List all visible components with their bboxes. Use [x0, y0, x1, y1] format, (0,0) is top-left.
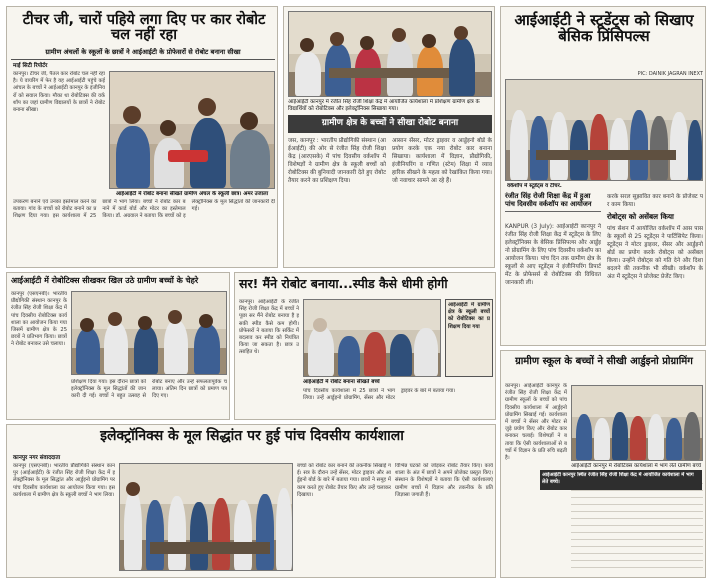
clip7-body-right: विभिन्न घटकों को जोड़कर रोबोट तैयार किए। कार्यशाला के अंत में छात्रों ने अपने प्रोजेक्ट प्रस्तुत किए। संस्थान के विशेषज्ञों ने बताया कि ऐसी कार्यशालाएं ग्रामीण बच्चों में विज्ञान और तकनीक के प्रति जिज्ञासा जगाती हैं।	[395, 463, 493, 498]
clip1-subhead: ग्रामीण अंचलों के स्कूलों के छात्रों ने आईआईटी के प्रोफेसरों से रोबोट बनाना सीखा	[11, 49, 275, 60]
clip-robot-speed	[234, 272, 496, 420]
clip2-body-b: आसान सेंसर, मोटर ड्राइवर व आर्डुइनो बोर्ड के प्रयोग करके एक नया रोबोट कार बनाना सिखाया। कार्यशाला में विज्ञान, प्रौद्योगिकी, इंजीनियरिंग व गणित (स्टेम) शिक्षा में व्यावहारिक सीखने के महत्व को रेखांकित किया गया। जो नवाचार सामने आ रहे हैं।	[392, 138, 492, 184]
clip-robot-car	[6, 6, 278, 268]
clip5-photo	[303, 299, 441, 377]
clip5-side-box	[445, 299, 493, 377]
clip1-byline: माई सिटी रिपोर्टर	[13, 63, 48, 69]
clip-arduino-programming	[500, 350, 706, 578]
clip1-photo	[109, 71, 275, 189]
clip1-headline: टीचर जी, चारों पहिये लगा दिए पर कार रोबोट चल नहीं रहा	[22, 12, 266, 44]
clip-rural-faces	[6, 272, 230, 420]
clip-electronics-workshop	[6, 424, 496, 578]
clip6-photo	[571, 385, 703, 461]
clip5-headline: सर! मैंने रोबोट बनाया...स्पीड कैसे धीमी होगी	[239, 276, 448, 291]
clip3-col-right-title: रोबोट्स को असेंबल किया	[607, 212, 674, 221]
clip2-headline-bar	[288, 115, 492, 133]
clip7-photo-caption-box	[540, 470, 702, 490]
clip7-headline: इलेक्ट्रॉनिक्स के मूल सिद्धांत पर हुई पांच दिवसीय कार्यशाला	[100, 428, 404, 444]
clip1-body-cols: उपकरण बनाने एवं उनका इस्तेमाल करने का बताया। गांव के बच्चों को रोबोट बनाने का प्रशिक्षण दिया गया। इस कार्यशाला में 25 छात्रों ने भाग लिया। बच्चों ने रोबोट कार बनाने में कार्ड बोर्ड और मोटर का इस्तेमाल किया। डॉ. अग्रवाल ने बताया कि बच्चों को इलेक्ट्रॉनिक्स के मूल सिद्धांतों की जानकारी दी गई।	[13, 199, 275, 220]
clip7-photo	[119, 463, 293, 571]
clip3-photo	[505, 79, 703, 181]
clip5-photo-caption: आईआईटी में रोबोट बनाना सीखते बच्चे	[303, 379, 380, 385]
clip6-body: कानपुर। आईआईटी कानपुर के रंजीत सिंह रोजी शिक्षा केंद्र में ग्रामीण स्कूलों के बच्चों को पांच दिवसीय कार्यशाला में आर्डुइनो प्रोग्रामिंग सिखाई गई। कार्यशाला में बच्चों ने सेंसर और मोटर से जुड़े प्रयोग किए और रोबोट कार बनाकर चलाई। विशेषज्ञों ने बताया कि ऐसी कार्यशालाओं से बच्चों में विज्ञान के प्रति रुचि बढ़ती है।	[505, 383, 567, 462]
clip6-headline: ग्रामीण स्कूल के बच्चों ने सीखी आर्डुइनो प्रोग्रामिंग	[515, 356, 693, 367]
clip4-photo	[71, 291, 227, 375]
clip2-photo	[288, 11, 492, 97]
clip-rural-children-robot	[283, 6, 495, 268]
clip3-col-right-top: करके सरल सुझावित कार बनाने के प्रोजेक्ट पर काम किया।	[607, 194, 703, 208]
clip3-credit: PIC: DAINIK JAGRAN INEXT	[637, 71, 703, 77]
clip7-byline: कानपुर नगर संवाददाता	[13, 455, 61, 461]
clip7-body-left: कानपुर (एसएनबी)। भारतीय प्रौद्योगिकी संस्थान कानपुर (आईआईटी) के रंजीत सिंह रोजी शिक्षा केंद्र में इलेक्ट्रॉनिक्स के मूल सिद्धांत और आर्डुइनो प्रोग्रामिंग पर पांच दिवसीय कार्यशाला का आयोजन किया गया। इस कार्यशाला में ग्रामीण क्षेत्र के स्कूली बच्चों ने भाग लिया।	[13, 463, 115, 498]
clip2-headline: ग्रामीण क्षेत्र के बच्चों ने सीखा रोबोट बनाना	[321, 118, 459, 128]
clip5-body-left: कानपुर। आईआईटी के रंजीत सिंह रोजी शिक्षा केंद्र में बच्चों ने पूछा सर मैंने रोबोट बनाया है इसकी स्पीड कैसे कम होगी। प्रोफेसरों ने बताया कि सर्किट में बदलाव कर स्पीड को नियंत्रित किया जा सकता है। छात्र उत्साहित थे।	[239, 299, 299, 356]
clip3-headline: आईआईटी ने स्टूडेंट्स को सिखाए बेसिक प्रिंसिपल्स	[514, 11, 694, 45]
clip5-side-text: आईआईटी में ग्रामीण क्षेत्र के स्कूली बच्चों को रोबोटिक्स का प्रशिक्षण दिया गया	[448, 302, 490, 330]
clip1-caption: आईआईटी में रोबोट बनाना सीखते ग्रामीण अंचल के स्कूली छात्र। अमर उजाला	[115, 191, 269, 197]
clip4-body-right: प्रशिक्षण दिया गया। इस दौरान छात्रों को इलेक्ट्रॉनिक्स के मूल सिद्धांतों की जानकारी दी गई। बच्चों ने बहुत उत्साह से रोबोट बनाए और उन्हें सफलतापूर्वक चलाया। अंतिम दिन छात्रों को प्रमाण पत्र दिए गए।	[71, 379, 227, 400]
clip4-headline: आईआईटी में रोबोटिक्स सीखकर खिल उठे ग्रामीण बच्चों के चेहरे	[11, 276, 199, 285]
clip2-body-a: जस, कानपुर : भारतीय प्रौद्योगिकी संस्थान (आईआईटी) की ओर से रंजीत सिंह रोजी शिक्षा केंद्र (आरएसके) में पांच दिवसीय वर्कशॉप में विशेषज्ञों ने ग्रामीण क्षेत्र के स्कूली बच्चों को रोबोटिक्स की बुनियादी जानकारी देते हुए रोबोट तैयार करने का प्रशिक्षण दिया।	[288, 138, 386, 184]
clip1-body-left: कानपुर। टीचर जी, पैंतल कार रोबोट चल नहीं रहा है। ये वायरिंग में फेर है यह आईआईटी पहुंचे कई आंचल के बच्चों ने आईआईटी कानपुर के इंजीनियरों को सवाल किया। मौका था रोबोटिक्स की वर्कशॉप का जहां ग्रामीण विद्यालयों के छात्रों ने रोबोट बनाना सीखा।	[13, 71, 105, 114]
clip3-col-left-title: रंजीत सिंह रोजी शिक्षा केंद्र में हुआ पांच दिवसीय वर्कशॉप का आयोजन	[505, 193, 601, 212]
clip5-body-bottom: पांच दिवसीय कार्यशाला में 25 छात्रों ने भाग लिया। उन्हें आर्डुइनो प्रोग्रामिंग, सेंसर और मोटर ड्राइवर के बारे में बताया गया।	[303, 388, 456, 402]
clip3-caption-left: वर्कशॉप में स्टूडेंट्स व टीचर.	[507, 183, 562, 189]
clip3-col-right-body: पांच सेशन में आयोजित वर्कशॉप में आस पास के स्कूलों से 25 स्टूडेंट्स ने पार्टिसिपेट किया। स्टूडेंट्स ने मोटर ड्राइवर, सेंसर और आर्डुइनो बोर्ड का प्रयोग करके रोबोट्स को असेंबल किया। उन्होंने रोबोट्स को गति देने और दिशा बदलने की तकनीक भी सीखी। वर्कशॉप के अंत में स्टूडेंट्स ने प्रोजेक्ट प्रेजेंट किए।	[607, 226, 703, 280]
clip6-extra-text	[571, 479, 703, 573]
clip-basic-principles	[500, 6, 706, 346]
clip3-col-left-body: KANPUR (3 July): आईआईटी कानपुर ने रंजीत सिंह रोजी शिक्षा केंद्र में स्टूडेंट्स के लिए इलेक्ट्रॉनिक्स के बेसिक प्रिंसिपल्स और आर्डुइनो प्रोग्रामिंग के लिए पांच दिवसीय वर्कशॉप का आयोजन किया। पांच दिन तक ग्रामीण क्षेत्र के स्कूलों से आए स्टूडेंट्स ने इंजीनियरिंग डिपार्टमेंट के प्रोफेसर्स से रोबोटिक्स की विधिवत जानकारी ली।	[505, 224, 601, 286]
clip7-photo-caption: आईआईटी कानपुर स्थित रंजीत सिंह रोजी शिक्षा केंद्र में आयोजित कार्यशाला में भाग लेते बच्चे।	[542, 472, 694, 485]
clip2-top-caption: आईआईटी कानपुर में रंजीत सिंह रोजी शिक्षा केंद्र में आयोजित कार्यशाला में प्रशिक्षण ग्रामीण क्षेत्र के विद्यार्थियों को रोबोटिक्स और इलेक्ट्रॉनिक्स सिखाया गया।	[288, 99, 480, 112]
clip7-body-mid: बच्चों को रोबोट कार बनाने की तकनीक सिखाई गई। सत्र के दौरान उन्हें सेंसर, मोटर ड्राइवर और आर्डुइनो बोर्ड के बारे में बताया गया। छात्रों ने समूह में काम करते हुए रोबोट तैयार किए और उन्हें चलाकर दिखाया।	[297, 463, 391, 498]
clip6-caption: आईआईटी कानपुर में रोबोटिक्स कार्यशाला में भाग लेते ग्रामीण बच्चे	[571, 463, 702, 469]
clip4-body-left: कानपुर (एसएनबी)। भारतीय प्रौद्योगिकी संस्थान कानपुर के रंजीत सिंह रोजी शिक्षा केंद्र में पांच दिवसीय रोबोटिक्स कार्यशाला का आयोजन किया गया जिसमें ग्रामीण क्षेत्र के 25 छात्रों ने प्रतिभाग किया। छात्रों ने रोबोट बनाकर उसे चलाया।	[11, 291, 67, 348]
